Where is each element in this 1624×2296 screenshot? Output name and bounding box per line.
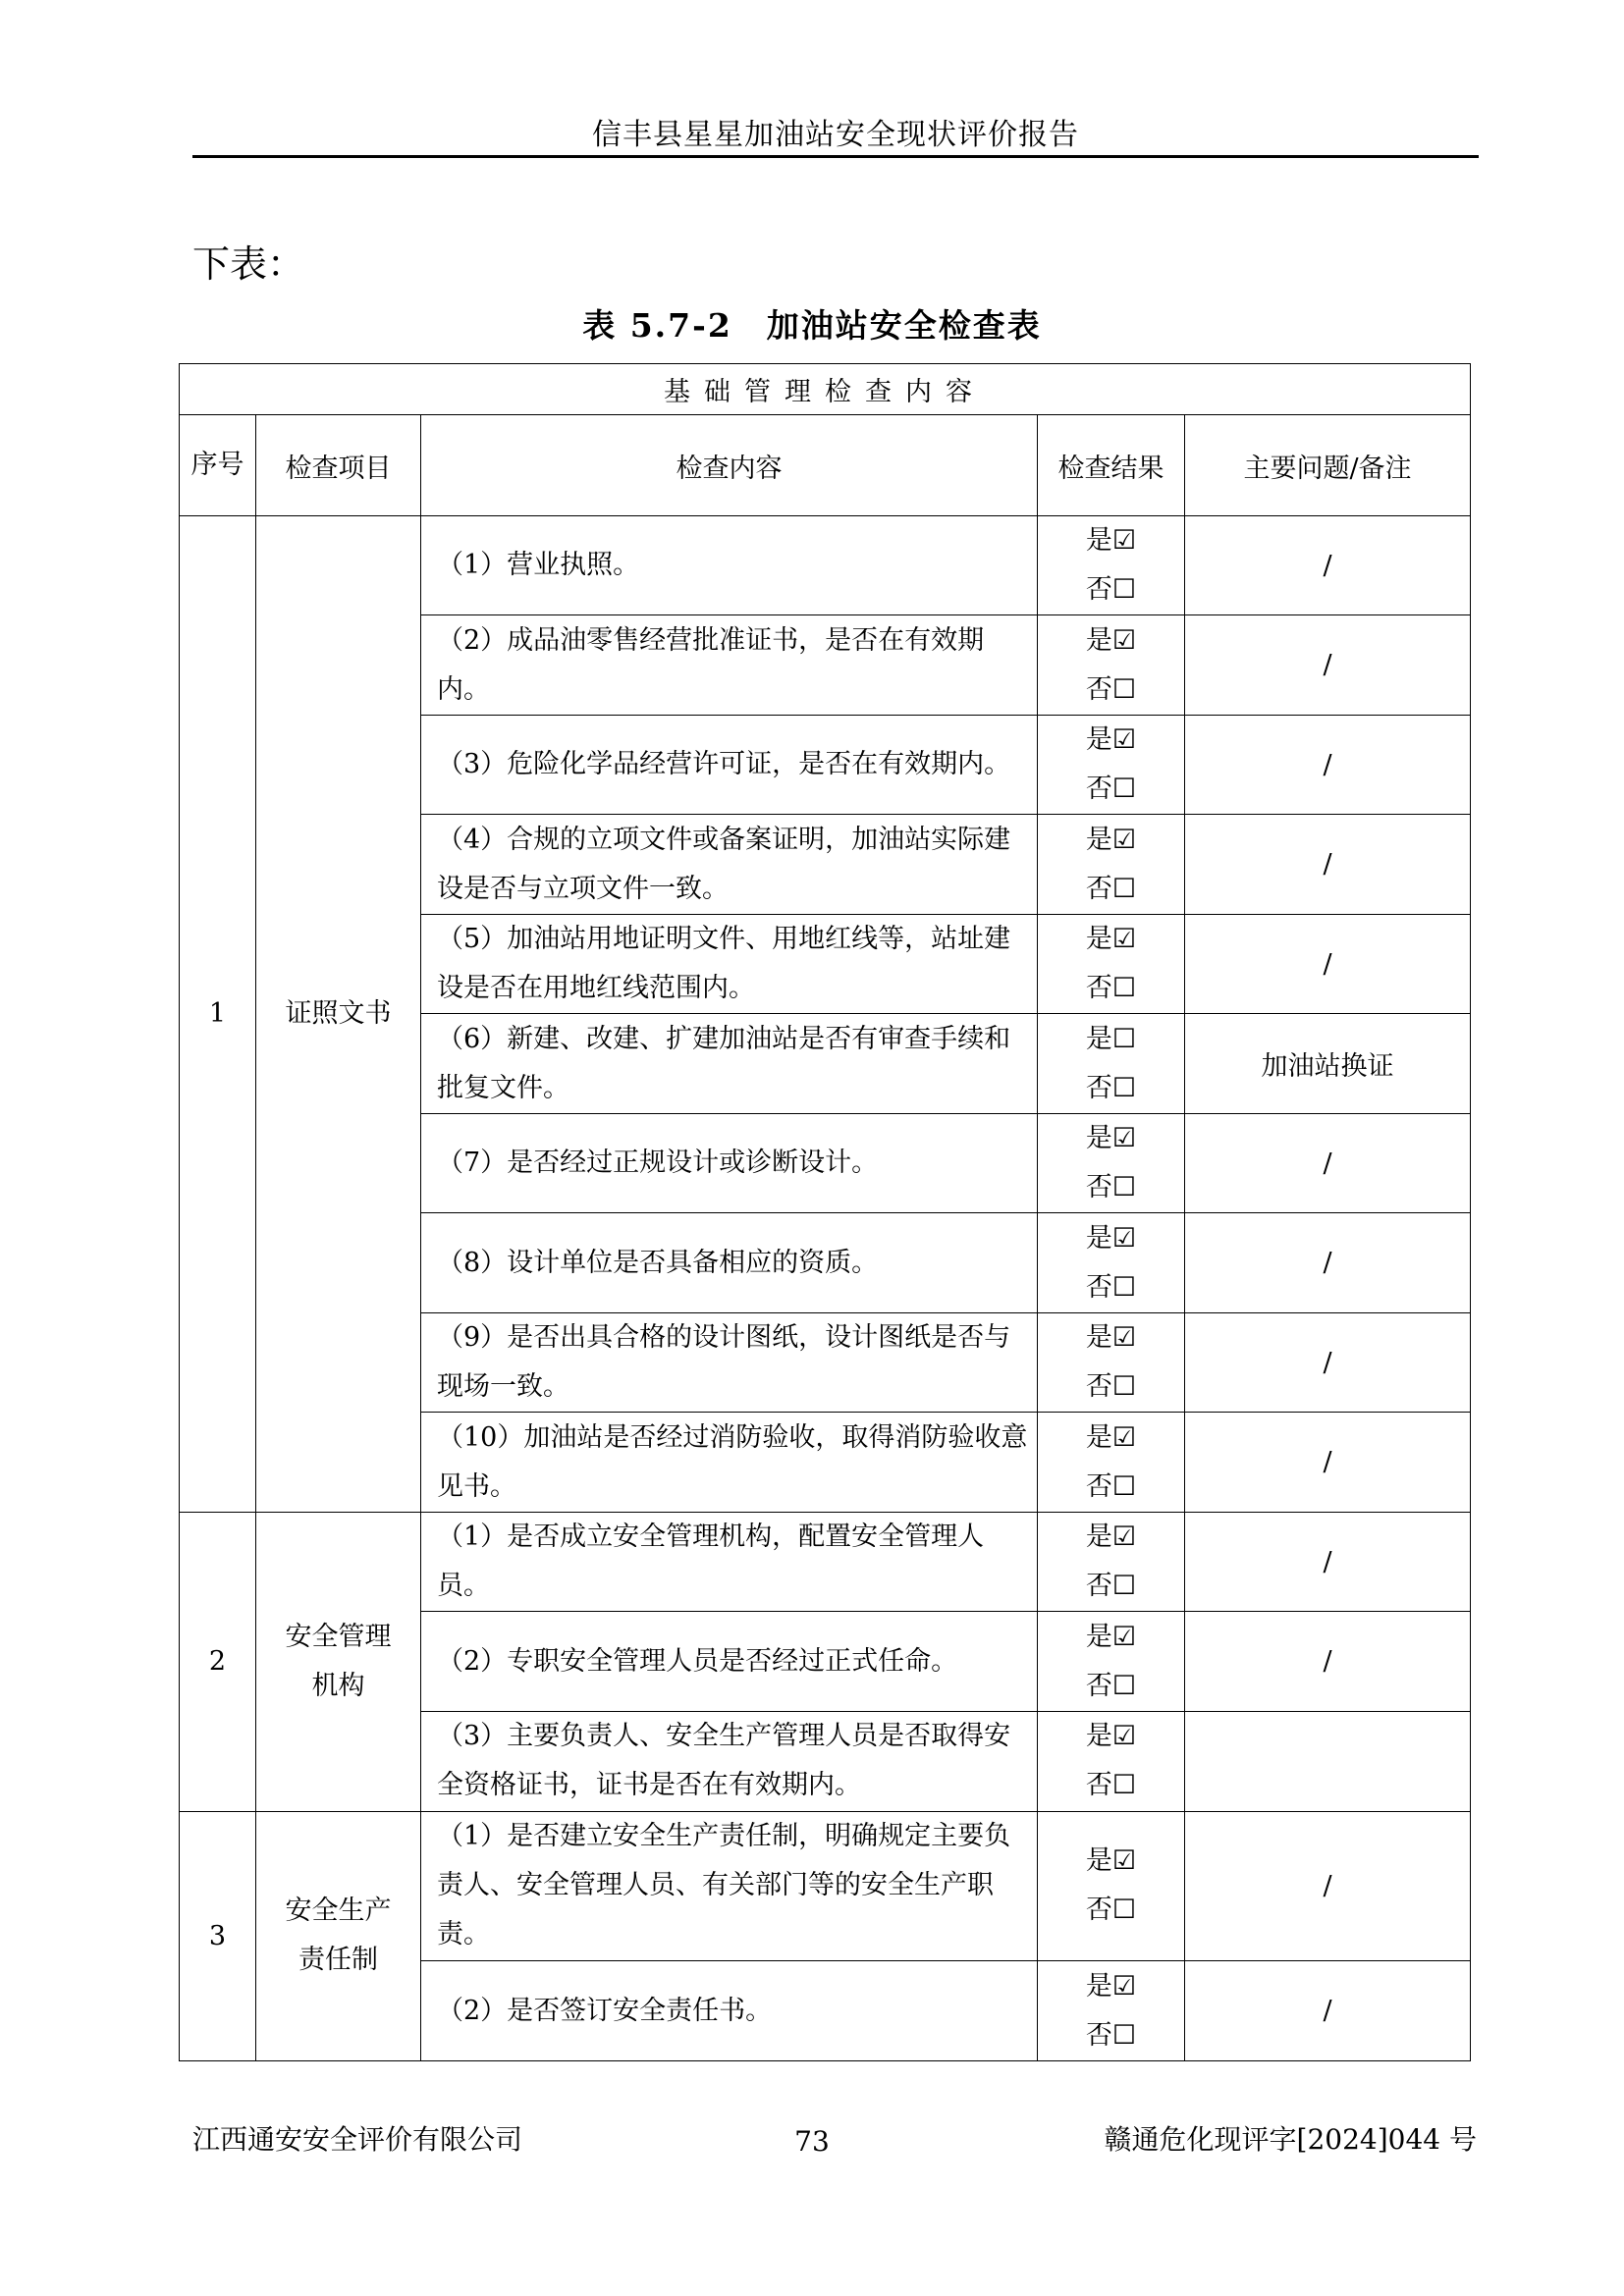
result-yes-checkbox: 是☑ xyxy=(1085,1845,1137,1877)
page-header-title: 信丰县星星加油站安全现状评价报告 xyxy=(592,118,1079,152)
check-remark: / xyxy=(1185,1312,1471,1413)
result-no-checkbox: 否☐ xyxy=(1085,2019,1137,2051)
result-yes-checkbox: 是☑ xyxy=(1085,624,1137,656)
check-content: （2）专职安全管理人员是否经过正式任命。 xyxy=(421,1612,1038,1712)
check-result xyxy=(1038,1113,1185,1213)
check-remark: / xyxy=(1185,1961,1471,2061)
result-no-checkbox: 否☐ xyxy=(1085,1172,1137,1203)
check-content: （1）是否建立安全生产责任制，明确规定主要负责人、安全管理人员、有关部门等的安全生产职责。 xyxy=(421,1811,1038,1961)
result-no-checkbox: 否☐ xyxy=(1085,1670,1137,1701)
check-content: （4）合规的立项文件或备案证明，加油站实际建设是否与立项文件一致。 xyxy=(421,815,1038,915)
intro-text: 下表： xyxy=(192,242,305,286)
check-remark: / xyxy=(1185,914,1471,1014)
check-result xyxy=(1038,1014,1185,1114)
result-no-checkbox: 否☐ xyxy=(1085,1271,1137,1303)
check-remark: / xyxy=(1185,615,1471,716)
result-no-checkbox: 否☐ xyxy=(1085,774,1137,805)
table-row xyxy=(180,1811,1471,1961)
result-no-checkbox: 否☐ xyxy=(1085,1072,1137,1103)
group-seq: 3 xyxy=(180,1811,256,2061)
check-remark: / xyxy=(1185,1811,1471,1961)
result-yes-checkbox: 是☑ xyxy=(1085,824,1137,855)
check-result xyxy=(1038,615,1185,716)
check-content: （6）新建、改建、扩建加油站是否有审查手续和批复文件。 xyxy=(421,1014,1038,1114)
result-yes-checkbox: 是☑ xyxy=(1085,1621,1137,1652)
check-content: （1）是否成立安全管理机构，配置安全管理人员。 xyxy=(421,1512,1038,1612)
result-no-checkbox: 否☐ xyxy=(1085,1770,1137,1801)
result-yes-checkbox: 是☑ xyxy=(1085,525,1137,557)
result-no-checkbox: 否☐ xyxy=(1085,1371,1137,1403)
table-caption: 表 5.7-2 加油站安全检查表 xyxy=(582,306,1042,345)
result-no-checkbox: 否☐ xyxy=(1085,973,1137,1004)
footer-doc-number: 赣通危化现评字[2024]044 号 xyxy=(1104,2123,1477,2156)
result-yes-checkbox: 是☑ xyxy=(1085,1970,1137,2002)
result-yes-checkbox: 是☑ xyxy=(1085,1721,1137,1752)
header-row xyxy=(180,415,1471,516)
banner-row xyxy=(180,364,1471,415)
result-yes-checkbox: 是☑ xyxy=(1085,924,1137,955)
result-yes-checkbox: 是☑ xyxy=(1085,1123,1137,1154)
table-row xyxy=(180,1512,1471,1612)
result-yes-checkbox: 是☑ xyxy=(1085,1421,1137,1453)
column-header-content: 检查内容 xyxy=(421,415,1038,516)
group-item: 证照文书 xyxy=(256,515,421,1512)
check-result xyxy=(1038,1213,1185,1313)
table-banner: 基础管理检查内容 xyxy=(180,364,1471,415)
group-seq: 2 xyxy=(180,1512,256,1811)
check-result xyxy=(1038,515,1185,615)
header-divider xyxy=(192,155,1479,158)
column-header-item: 检查项目 xyxy=(256,415,421,516)
check-content: （2）成品油零售经营批准证书，是否在有效期内。 xyxy=(421,615,1038,716)
footer-company: 江西通安安全评价有限公司 xyxy=(192,2123,523,2156)
check-result xyxy=(1038,1711,1185,1811)
check-content: （3）危险化学品经营许可证，是否在有效期内。 xyxy=(421,715,1038,815)
result-no-checkbox: 否☐ xyxy=(1085,574,1137,606)
check-remark: / xyxy=(1185,1113,1471,1213)
check-remark: / xyxy=(1185,715,1471,815)
check-result xyxy=(1038,1512,1185,1612)
group-item: 安全管理机构 xyxy=(256,1512,421,1811)
check-result xyxy=(1038,914,1185,1014)
column-header-result: 检查结果 xyxy=(1038,415,1185,516)
column-header-remark: 主要问题/备注 xyxy=(1185,415,1471,516)
check-result xyxy=(1038,1312,1185,1413)
check-remark: / xyxy=(1185,1413,1471,1513)
result-no-checkbox: 否☐ xyxy=(1085,673,1137,705)
check-result xyxy=(1038,815,1185,915)
check-content: （10）加油站是否经过消防验收，取得消防验收意见书。 xyxy=(421,1413,1038,1513)
result-yes-checkbox: 是☑ xyxy=(1085,724,1137,756)
check-remark: / xyxy=(1185,1512,1471,1612)
check-content: （3）主要负责人、安全生产管理人员是否取得安全资格证书，证书是否在有效期内。 xyxy=(421,1711,1038,1811)
check-content: （2）是否签订安全责任书。 xyxy=(421,1961,1038,2061)
result-no-checkbox: 否☐ xyxy=(1085,1470,1137,1502)
check-result xyxy=(1038,1811,1185,1961)
check-content: （1）营业执照。 xyxy=(421,515,1038,615)
check-content: （9）是否出具合格的设计图纸，设计图纸是否与现场一致。 xyxy=(421,1312,1038,1413)
check-result xyxy=(1038,1413,1185,1513)
check-result xyxy=(1038,1612,1185,1712)
check-remark: / xyxy=(1185,1612,1471,1712)
result-yes-checkbox: 是☐ xyxy=(1085,1023,1137,1054)
column-header-seq-text: 序号 xyxy=(190,450,244,481)
result-no-checkbox: 否☐ xyxy=(1085,1571,1137,1602)
check-content: （8）设计单位是否具备相应的资质。 xyxy=(421,1213,1038,1313)
result-yes-checkbox: 是☑ xyxy=(1085,1222,1137,1254)
column-header-seq xyxy=(180,415,256,516)
check-remark: 加油站换证 xyxy=(1185,1014,1471,1114)
check-remark: / xyxy=(1185,515,1471,615)
check-remark: / xyxy=(1185,1213,1471,1313)
footer-page-number: 73 xyxy=(794,2125,830,2158)
check-remark xyxy=(1185,1711,1471,1811)
result-no-checkbox: 否☐ xyxy=(1085,1895,1137,1926)
table-row xyxy=(180,515,1471,615)
result-no-checkbox: 否☐ xyxy=(1085,873,1137,904)
result-yes-checkbox: 是☑ xyxy=(1085,1322,1137,1354)
safety-check-table xyxy=(179,363,1471,2061)
result-yes-checkbox: 是☑ xyxy=(1085,1522,1137,1553)
check-content: （5）加油站用地证明文件、用地红线等，站址建设是否在用地红线范围内。 xyxy=(421,914,1038,1014)
check-remark: / xyxy=(1185,815,1471,915)
group-seq: 1 xyxy=(180,515,256,1512)
group-item: 安全生产责任制 xyxy=(256,1811,421,2061)
check-result xyxy=(1038,715,1185,815)
check-result xyxy=(1038,1961,1185,2061)
check-content: （7）是否经过正规设计或诊断设计。 xyxy=(421,1113,1038,1213)
